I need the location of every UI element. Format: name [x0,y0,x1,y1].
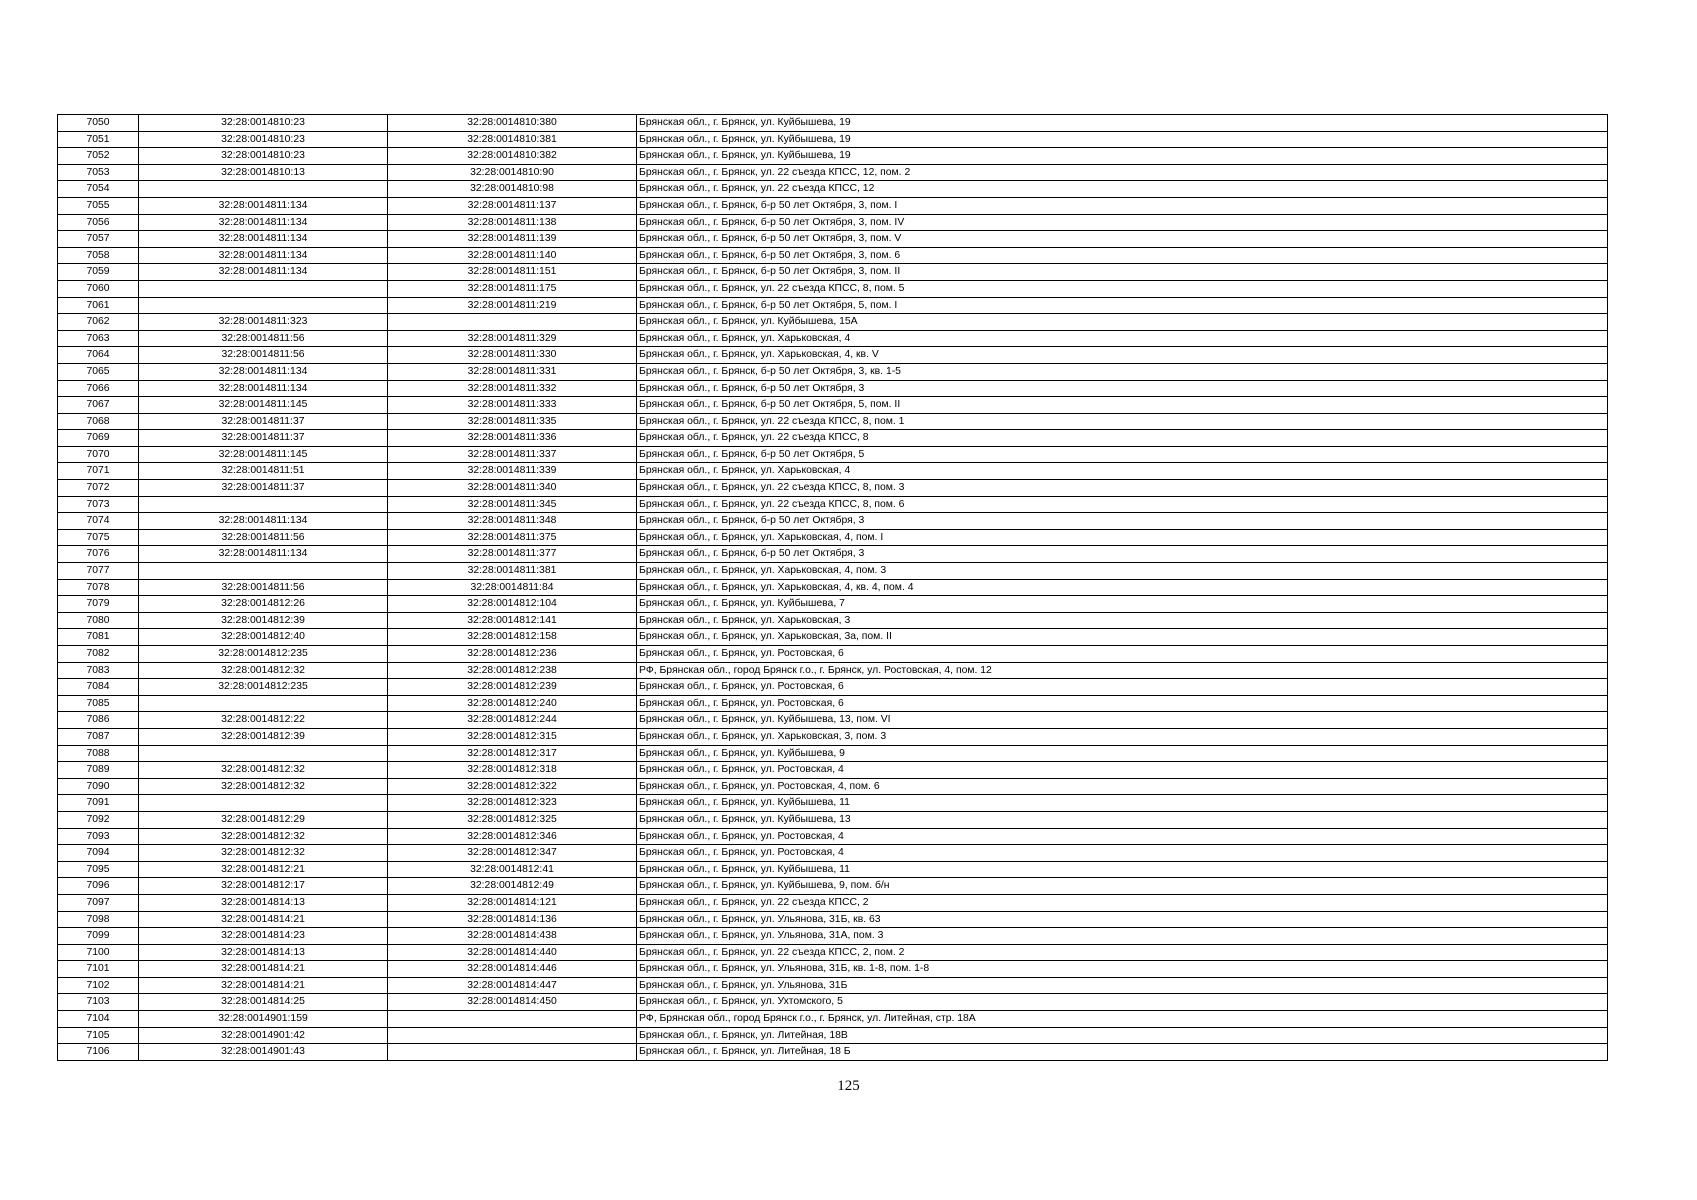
cadastral-number-cell: 32:28:0014812:49 [388,878,637,895]
cadastral-number-cell: 32:28:0014811:138 [388,214,637,231]
row-number-cell: 7097 [58,894,139,911]
address-cell: Брянская обл., г. Брянск, ул. Ростовская, 4 [637,828,1608,845]
address-cell: Брянская обл., г. Брянск, ул. Куйбышева, 11 [637,795,1608,812]
parent-cadastral-number-cell [139,280,388,297]
parent-cadastral-number-cell: 32:28:0014811:134 [139,264,388,281]
parent-cadastral-number-cell: 32:28:0014812:17 [139,878,388,895]
row-number-cell: 7056 [58,214,139,231]
parent-cadastral-number-cell: 32:28:0014811:134 [139,363,388,380]
cadastral-number-cell: 32:28:0014812:239 [388,679,637,696]
address-cell: Брянская обл., г. Брянск, б-р 50 лет Октября, 3 [637,380,1608,397]
table-row [58,612,1608,629]
parent-cadastral-number-cell: 32:28:0014811:56 [139,529,388,546]
parent-cadastral-number-cell: 32:28:0014811:56 [139,330,388,347]
cadastral-number-cell: 32:28:0014811:151 [388,264,637,281]
table-row [58,513,1608,530]
row-number-cell: 7082 [58,646,139,663]
row-number-cell: 7087 [58,728,139,745]
row-number-cell: 7088 [58,745,139,762]
address-cell: Брянская обл., г. Брянск, ул. Ростовская, 6 [637,679,1608,696]
address-cell: Брянская обл., г. Брянск, ул. Куйбышева, 7 [637,596,1608,613]
cadastral-number-cell [388,1011,637,1028]
table-row [58,280,1608,297]
table-row [58,828,1608,845]
row-number-cell: 7102 [58,977,139,994]
parent-cadastral-number-cell: 32:28:0014810:23 [139,131,388,148]
address-cell: Брянская обл., г. Брянск, ул. 22 съезда КПСС, 8, пом. 3 [637,480,1608,497]
cadastral-number-cell: 32:28:0014812:347 [388,845,637,862]
table-row [58,131,1608,148]
cadastral-number-cell [388,314,637,331]
cadastral-number-cell: 32:28:0014810:98 [388,181,637,198]
parent-cadastral-number-cell: 32:28:0014811:37 [139,430,388,447]
row-number-cell: 7058 [58,247,139,264]
address-cell: Брянская обл., г. Брянск, ул. Харьковская, 3, пом. 3 [637,728,1608,745]
parent-cadastral-number-cell: 32:28:0014811:134 [139,214,388,231]
cadastral-number-cell: 32:28:0014811:348 [388,513,637,530]
row-number-cell: 7057 [58,231,139,248]
row-number-cell: 7078 [58,579,139,596]
address-cell: Брянская обл., г. Брянск, ул. Харьковская, 4 [637,463,1608,480]
parent-cadastral-number-cell: 32:28:0014812:29 [139,811,388,828]
table-row [58,778,1608,795]
cadastral-number-cell: 32:28:0014812:41 [388,861,637,878]
cadastral-number-cell: 32:28:0014812:317 [388,745,637,762]
parent-cadastral-number-cell: 32:28:0014811:145 [139,446,388,463]
address-cell: Брянская обл., г. Брянск, б-р 50 лет Октября, 3, пом. V [637,231,1608,248]
cadastral-number-cell: 32:28:0014811:140 [388,247,637,264]
row-number-cell: 7103 [58,994,139,1011]
row-number-cell: 7062 [58,314,139,331]
table-row [58,878,1608,895]
row-number-cell: 7066 [58,380,139,397]
row-number-cell: 7106 [58,1044,139,1061]
row-number-cell: 7104 [58,1011,139,1028]
row-number-cell: 7086 [58,712,139,729]
row-number-cell: 7100 [58,944,139,961]
table-row [58,795,1608,812]
row-number-cell: 7052 [58,148,139,165]
table-row [58,197,1608,214]
parent-cadastral-number-cell: 32:28:0014811:56 [139,579,388,596]
row-number-cell: 7071 [58,463,139,480]
table-row [58,264,1608,281]
cadastral-number-cell: 32:28:0014812:346 [388,828,637,845]
cadastral-number-cell: 32:28:0014812:325 [388,811,637,828]
table-row [58,629,1608,646]
cadastral-number-cell: 32:28:0014811:137 [388,197,637,214]
parent-cadastral-number-cell: 32:28:0014811:134 [139,197,388,214]
table-row [58,413,1608,430]
parent-cadastral-number-cell: 32:28:0014812:32 [139,828,388,845]
row-number-cell: 7072 [58,480,139,497]
parent-cadastral-number-cell: 32:28:0014812:32 [139,662,388,679]
parent-cadastral-number-cell: 32:28:0014810:23 [139,115,388,132]
parent-cadastral-number-cell [139,181,388,198]
cadastral-number-cell: 32:28:0014810:381 [388,131,637,148]
table-row [58,164,1608,181]
parent-cadastral-number-cell: 32:28:0014812:235 [139,679,388,696]
cadastral-number-cell: 32:28:0014811:330 [388,347,637,364]
address-cell: Брянская обл., г. Брянск, ул. Ульянова, 31Б, кв. 63 [637,911,1608,928]
row-number-cell: 7073 [58,496,139,513]
table-row [58,712,1608,729]
row-number-cell: 7053 [58,164,139,181]
address-cell: Брянская обл., г. Брянск, б-р 50 лет Октября, 3 [637,513,1608,530]
row-number-cell: 7068 [58,413,139,430]
cadastral-number-cell: 32:28:0014812:240 [388,695,637,712]
address-cell: РФ, Брянская обл., город Брянск г.о., г. Брянск, ул. Ростовская, 4, пом. 12 [637,662,1608,679]
row-number-cell: 7069 [58,430,139,447]
table-row [58,1027,1608,1044]
address-cell: Брянская обл., г. Брянск, б-р 50 лет Октября, 3, пом. II [637,264,1608,281]
table-row [58,430,1608,447]
row-number-cell: 7054 [58,181,139,198]
cadastral-number-cell: 32:28:0014814:438 [388,928,637,945]
cadastral-number-cell: 32:28:0014811:329 [388,330,637,347]
address-cell: Брянская обл., г. Брянск, ул. Куйбышева, 15А [637,314,1608,331]
row-number-cell: 7098 [58,911,139,928]
table-row [58,247,1608,264]
row-number-cell: 7094 [58,845,139,862]
cadastral-number-cell: 32:28:0014814:447 [388,977,637,994]
cadastral-number-cell: 32:28:0014811:139 [388,231,637,248]
row-number-cell: 7060 [58,280,139,297]
parent-cadastral-number-cell: 32:28:0014812:32 [139,778,388,795]
cadastral-number-cell: 32:28:0014811:337 [388,446,637,463]
parent-cadastral-number-cell: 32:28:0014811:323 [139,314,388,331]
table-row [58,397,1608,414]
cadastral-number-cell: 32:28:0014812:244 [388,712,637,729]
row-number-cell: 7070 [58,446,139,463]
row-number-cell: 7074 [58,513,139,530]
parent-cadastral-number-cell: 32:28:0014814:13 [139,894,388,911]
address-cell: Брянская обл., г. Брянск, ул. Ростовская, 4, пом. 6 [637,778,1608,795]
cadastral-number-cell: 32:28:0014812:236 [388,646,637,663]
row-number-cell: 7075 [58,529,139,546]
address-cell: Брянская обл., г. Брянск, ул. Куйбышева, 11 [637,861,1608,878]
parent-cadastral-number-cell [139,695,388,712]
address-cell: Брянская обл., г. Брянск, ул. Куйбышева, 13, пом. VI [637,712,1608,729]
cadastral-number-cell: 32:28:0014811:331 [388,363,637,380]
row-number-cell: 7079 [58,596,139,613]
cadastral-number-cell: 32:28:0014811:84 [388,579,637,596]
row-number-cell: 7065 [58,363,139,380]
cadastral-number-cell: 32:28:0014811:339 [388,463,637,480]
address-cell: Брянская обл., г. Брянск, ул. Куйбышева, 13 [637,811,1608,828]
row-number-cell: 7092 [58,811,139,828]
row-number-cell: 7059 [58,264,139,281]
address-cell: Брянская обл., г. Брянск, б-р 50 лет Октября, 5, пом. I [637,297,1608,314]
table-row [58,529,1608,546]
parent-cadastral-number-cell [139,297,388,314]
cadastral-number-cell: 32:28:0014810:380 [388,115,637,132]
cadastral-number-cell: 32:28:0014811:336 [388,430,637,447]
cadastral-number-cell: 32:28:0014811:377 [388,546,637,563]
parent-cadastral-number-cell: 32:28:0014901:43 [139,1044,388,1061]
address-cell: Брянская обл., г. Брянск, ул. Куйбышева, 19 [637,115,1608,132]
address-cell: Брянская обл., г. Брянск, ул. Ростовская, 4 [637,762,1608,779]
table-row [58,181,1608,198]
cadastral-number-cell: 32:28:0014811:381 [388,563,637,580]
address-cell: Брянская обл., г. Брянск, б-р 50 лет Октября, 3, пом. IV [637,214,1608,231]
row-number-cell: 7063 [58,330,139,347]
cadastral-number-cell: 32:28:0014810:90 [388,164,637,181]
parent-cadastral-number-cell: 32:28:0014811:134 [139,546,388,563]
parent-cadastral-number-cell: 32:28:0014812:32 [139,762,388,779]
cadastral-number-cell: 32:28:0014812:322 [388,778,637,795]
row-number-cell: 7105 [58,1027,139,1044]
row-number-cell: 7096 [58,878,139,895]
address-cell: Брянская обл., г. Брянск, ул. Куйбышева, 19 [637,148,1608,165]
parent-cadastral-number-cell: 32:28:0014901:159 [139,1011,388,1028]
table-row [58,115,1608,132]
table-row [58,1011,1608,1028]
row-number-cell: 7101 [58,961,139,978]
row-number-cell: 7061 [58,297,139,314]
row-number-cell: 7093 [58,828,139,845]
parent-cadastral-number-cell [139,795,388,812]
address-cell: Брянская обл., г. Брянск, ул. 22 съезда КПСС, 8, пом. 5 [637,280,1608,297]
cadastral-number-cell [388,1044,637,1061]
row-number-cell: 7055 [58,197,139,214]
parent-cadastral-number-cell: 32:28:0014811:56 [139,347,388,364]
cadastral-number-cell: 32:28:0014810:382 [388,148,637,165]
row-number-cell: 7081 [58,629,139,646]
table-row [58,679,1608,696]
parent-cadastral-number-cell: 32:28:0014812:21 [139,861,388,878]
address-cell: Брянская обл., г. Брянск, ул. Ульянова, 31Б, кв. 1-8, пом. 1-8 [637,961,1608,978]
table-row [58,646,1608,663]
address-cell: Брянская обл., г. Брянск, ул. 22 съезда КПСС, 8, пом. 6 [637,496,1608,513]
row-number-cell: 7067 [58,397,139,414]
table-row [58,596,1608,613]
address-cell: РФ, Брянская обл., город Брянск г.о., г. Брянск, ул. Литейная, стр. 18А [637,1011,1608,1028]
cadastral-number-cell: 32:28:0014811:375 [388,529,637,546]
table-row [58,214,1608,231]
address-cell: Брянская обл., г. Брянск, ул. Литейная, 18 Б [637,1044,1608,1061]
cadastral-number-cell: 32:28:0014811:333 [388,397,637,414]
address-cell: Брянская обл., г. Брянск, ул. Харьковская, 4, кв. 4, пом. 4 [637,579,1608,596]
address-cell: Брянская обл., г. Брянск, ул. Ухтомского, 5 [637,994,1608,1011]
address-cell: Брянская обл., г. Брянск, ул. 22 съезда КПСС, 12, пом. 2 [637,164,1608,181]
table-row [58,297,1608,314]
table-row [58,446,1608,463]
table-row [58,977,1608,994]
row-number-cell: 7076 [58,546,139,563]
parent-cadastral-number-cell [139,496,388,513]
row-number-cell: 7083 [58,662,139,679]
address-cell: Брянская обл., г. Брянск, ул. Куйбышева, 19 [637,131,1608,148]
cadastral-number-cell: 32:28:0014814:450 [388,994,637,1011]
cadastral-number-cell: 32:28:0014812:141 [388,612,637,629]
parent-cadastral-number-cell: 32:28:0014812:32 [139,845,388,862]
parent-cadastral-number-cell: 32:28:0014811:145 [139,397,388,414]
parent-cadastral-number-cell: 32:28:0014811:37 [139,413,388,430]
parent-cadastral-number-cell: 32:28:0014812:22 [139,712,388,729]
row-number-cell: 7085 [58,695,139,712]
parent-cadastral-number-cell: 32:28:0014811:134 [139,513,388,530]
row-number-cell: 7077 [58,563,139,580]
address-cell: Брянская обл., г. Брянск, ул. Куйбышева, 9, пом. б/н [637,878,1608,895]
cadastral-number-cell: 32:28:0014811:345 [388,496,637,513]
table-row [58,546,1608,563]
row-number-cell: 7051 [58,131,139,148]
address-cell: Брянская обл., г. Брянск, ул. 22 съезда КПСС, 12 [637,181,1608,198]
parent-cadastral-number-cell [139,745,388,762]
address-cell: Брянская обл., г. Брянск, ул. Ростовская, 6 [637,646,1608,663]
row-number-cell: 7099 [58,928,139,945]
property-table [57,114,1608,1061]
table-row [58,496,1608,513]
parent-cadastral-number-cell: 32:28:0014811:37 [139,480,388,497]
table-row [58,662,1608,679]
parent-cadastral-number-cell: 32:28:0014814:21 [139,961,388,978]
address-cell: Брянская обл., г. Брянск, ул. Харьковская, 4, пом. I [637,529,1608,546]
cadastral-number-cell: 32:28:0014811:219 [388,297,637,314]
parent-cadastral-number-cell: 32:28:0014814:23 [139,928,388,945]
address-cell: Брянская обл., г. Брянск, ул. Харьковская, 3 [637,612,1608,629]
table-row [58,148,1608,165]
row-number-cell: 7050 [58,115,139,132]
parent-cadastral-number-cell: 32:28:0014814:13 [139,944,388,961]
address-cell: Брянская обл., г. Брянск, ул. Ростовская, 4 [637,845,1608,862]
address-cell: Брянская обл., г. Брянск, ул. Ульянова, 31А, пом. 3 [637,928,1608,945]
table-row [58,845,1608,862]
address-cell: Брянская обл., г. Брянск, ул. 22 съезда КПСС, 8, пом. 1 [637,413,1608,430]
table-row [58,762,1608,779]
parent-cadastral-number-cell: 32:28:0014811:134 [139,247,388,264]
parent-cadastral-number-cell: 32:28:0014811:51 [139,463,388,480]
address-cell: Брянская обл., г. Брянск, б-р 50 лет Октября, 3, кв. 1-5 [637,363,1608,380]
cadastral-number-cell [388,1027,637,1044]
parent-cadastral-number-cell: 32:28:0014812:235 [139,646,388,663]
address-cell: Брянская обл., г. Брянск, ул. Харьковская, 4, пом. 3 [637,563,1608,580]
parent-cadastral-number-cell: 32:28:0014812:40 [139,629,388,646]
parent-cadastral-number-cell: 32:28:0014812:26 [139,596,388,613]
table-row [58,347,1608,364]
parent-cadastral-number-cell: 32:28:0014812:39 [139,612,388,629]
cadastral-number-cell: 32:28:0014812:318 [388,762,637,779]
parent-cadastral-number-cell: 32:28:0014901:42 [139,1027,388,1044]
cadastral-number-cell: 32:28:0014812:315 [388,728,637,745]
cadastral-number-cell: 32:28:0014812:323 [388,795,637,812]
row-number-cell: 7091 [58,795,139,812]
table-body [58,115,1608,1061]
parent-cadastral-number-cell: 32:28:0014814:25 [139,994,388,1011]
address-cell: Брянская обл., г. Брянск, б-р 50 лет Октября, 3 [637,546,1608,563]
parent-cadastral-number-cell [139,563,388,580]
parent-cadastral-number-cell: 32:28:0014811:134 [139,380,388,397]
table-row [58,480,1608,497]
address-cell: Брянская обл., г. Брянск, ул. Куйбышева, 9 [637,745,1608,762]
table-row [58,330,1608,347]
table-row [58,728,1608,745]
address-cell: Брянская обл., г. Брянск, ул. 22 съезда КПСС, 2 [637,894,1608,911]
address-cell: Брянская обл., г. Брянск, ул. 22 съезда КПСС, 2, пом. 2 [637,944,1608,961]
cadastral-number-cell: 32:28:0014811:175 [388,280,637,297]
cadastral-number-cell: 32:28:0014814:136 [388,911,637,928]
address-cell: Брянская обл., г. Брянск, б-р 50 лет Октября, 3, пом. 6 [637,247,1608,264]
address-cell: Брянская обл., г. Брянск, ул. Харьковская, 3а, пом. II [637,629,1608,646]
row-number-cell: 7095 [58,861,139,878]
cadastral-number-cell: 32:28:0014814:440 [388,944,637,961]
table-row [58,563,1608,580]
address-cell: Брянская обл., г. Брянск, б-р 50 лет Октября, 5 [637,446,1608,463]
address-cell: Брянская обл., г. Брянск, ул. Ульянова, 31Б [637,977,1608,994]
parent-cadastral-number-cell: 32:28:0014811:134 [139,231,388,248]
address-cell: Брянская обл., г. Брянск, ул. Литейная, 18В [637,1027,1608,1044]
table-row [58,380,1608,397]
row-number-cell: 7064 [58,347,139,364]
cadastral-number-cell: 32:28:0014811:340 [388,480,637,497]
parent-cadastral-number-cell: 32:28:0014814:21 [139,977,388,994]
table-row [58,579,1608,596]
row-number-cell: 7080 [58,612,139,629]
table-row [58,745,1608,762]
address-cell: Брянская обл., г. Брянск, ул. 22 съезда КПСС, 8 [637,430,1608,447]
parent-cadastral-number-cell: 32:28:0014810:23 [139,148,388,165]
cadastral-number-cell: 32:28:0014814:446 [388,961,637,978]
table-row [58,894,1608,911]
cadastral-number-cell: 32:28:0014811:335 [388,413,637,430]
table-row [58,363,1608,380]
address-cell: Брянская обл., г. Брянск, ул. Ростовская, 6 [637,695,1608,712]
cadastral-number-cell: 32:28:0014811:332 [388,380,637,397]
address-cell: Брянская обл., г. Брянск, ул. Харьковская, 4 [637,330,1608,347]
parent-cadastral-number-cell: 32:28:0014812:39 [139,728,388,745]
cadastral-number-cell: 32:28:0014812:238 [388,662,637,679]
table-row [58,695,1608,712]
table-row [58,811,1608,828]
table-row [58,231,1608,248]
cadastral-number-cell: 32:28:0014814:121 [388,894,637,911]
row-number-cell: 7084 [58,679,139,696]
address-cell: Брянская обл., г. Брянск, б-р 50 лет Октября, 5, пом. II [637,397,1608,414]
cadastral-number-cell: 32:28:0014812:104 [388,596,637,613]
table-row [58,1044,1608,1061]
table-row [58,861,1608,878]
page-number: 125 [837,1078,860,1094]
table-row [58,463,1608,480]
parent-cadastral-number-cell: 32:28:0014814:21 [139,911,388,928]
row-number-cell: 7089 [58,762,139,779]
table-row [58,314,1608,331]
table-row [58,994,1608,1011]
table-row [58,928,1608,945]
table-row [58,961,1608,978]
address-cell: Брянская обл., г. Брянск, б-р 50 лет Октября, 3, пом. I [637,197,1608,214]
cadastral-number-cell: 32:28:0014812:158 [388,629,637,646]
row-number-cell: 7090 [58,778,139,795]
table-row [58,944,1608,961]
address-cell: Брянская обл., г. Брянск, ул. Харьковская, 4, кв. V [637,347,1608,364]
parent-cadastral-number-cell: 32:28:0014810:13 [139,164,388,181]
table-row [58,911,1608,928]
